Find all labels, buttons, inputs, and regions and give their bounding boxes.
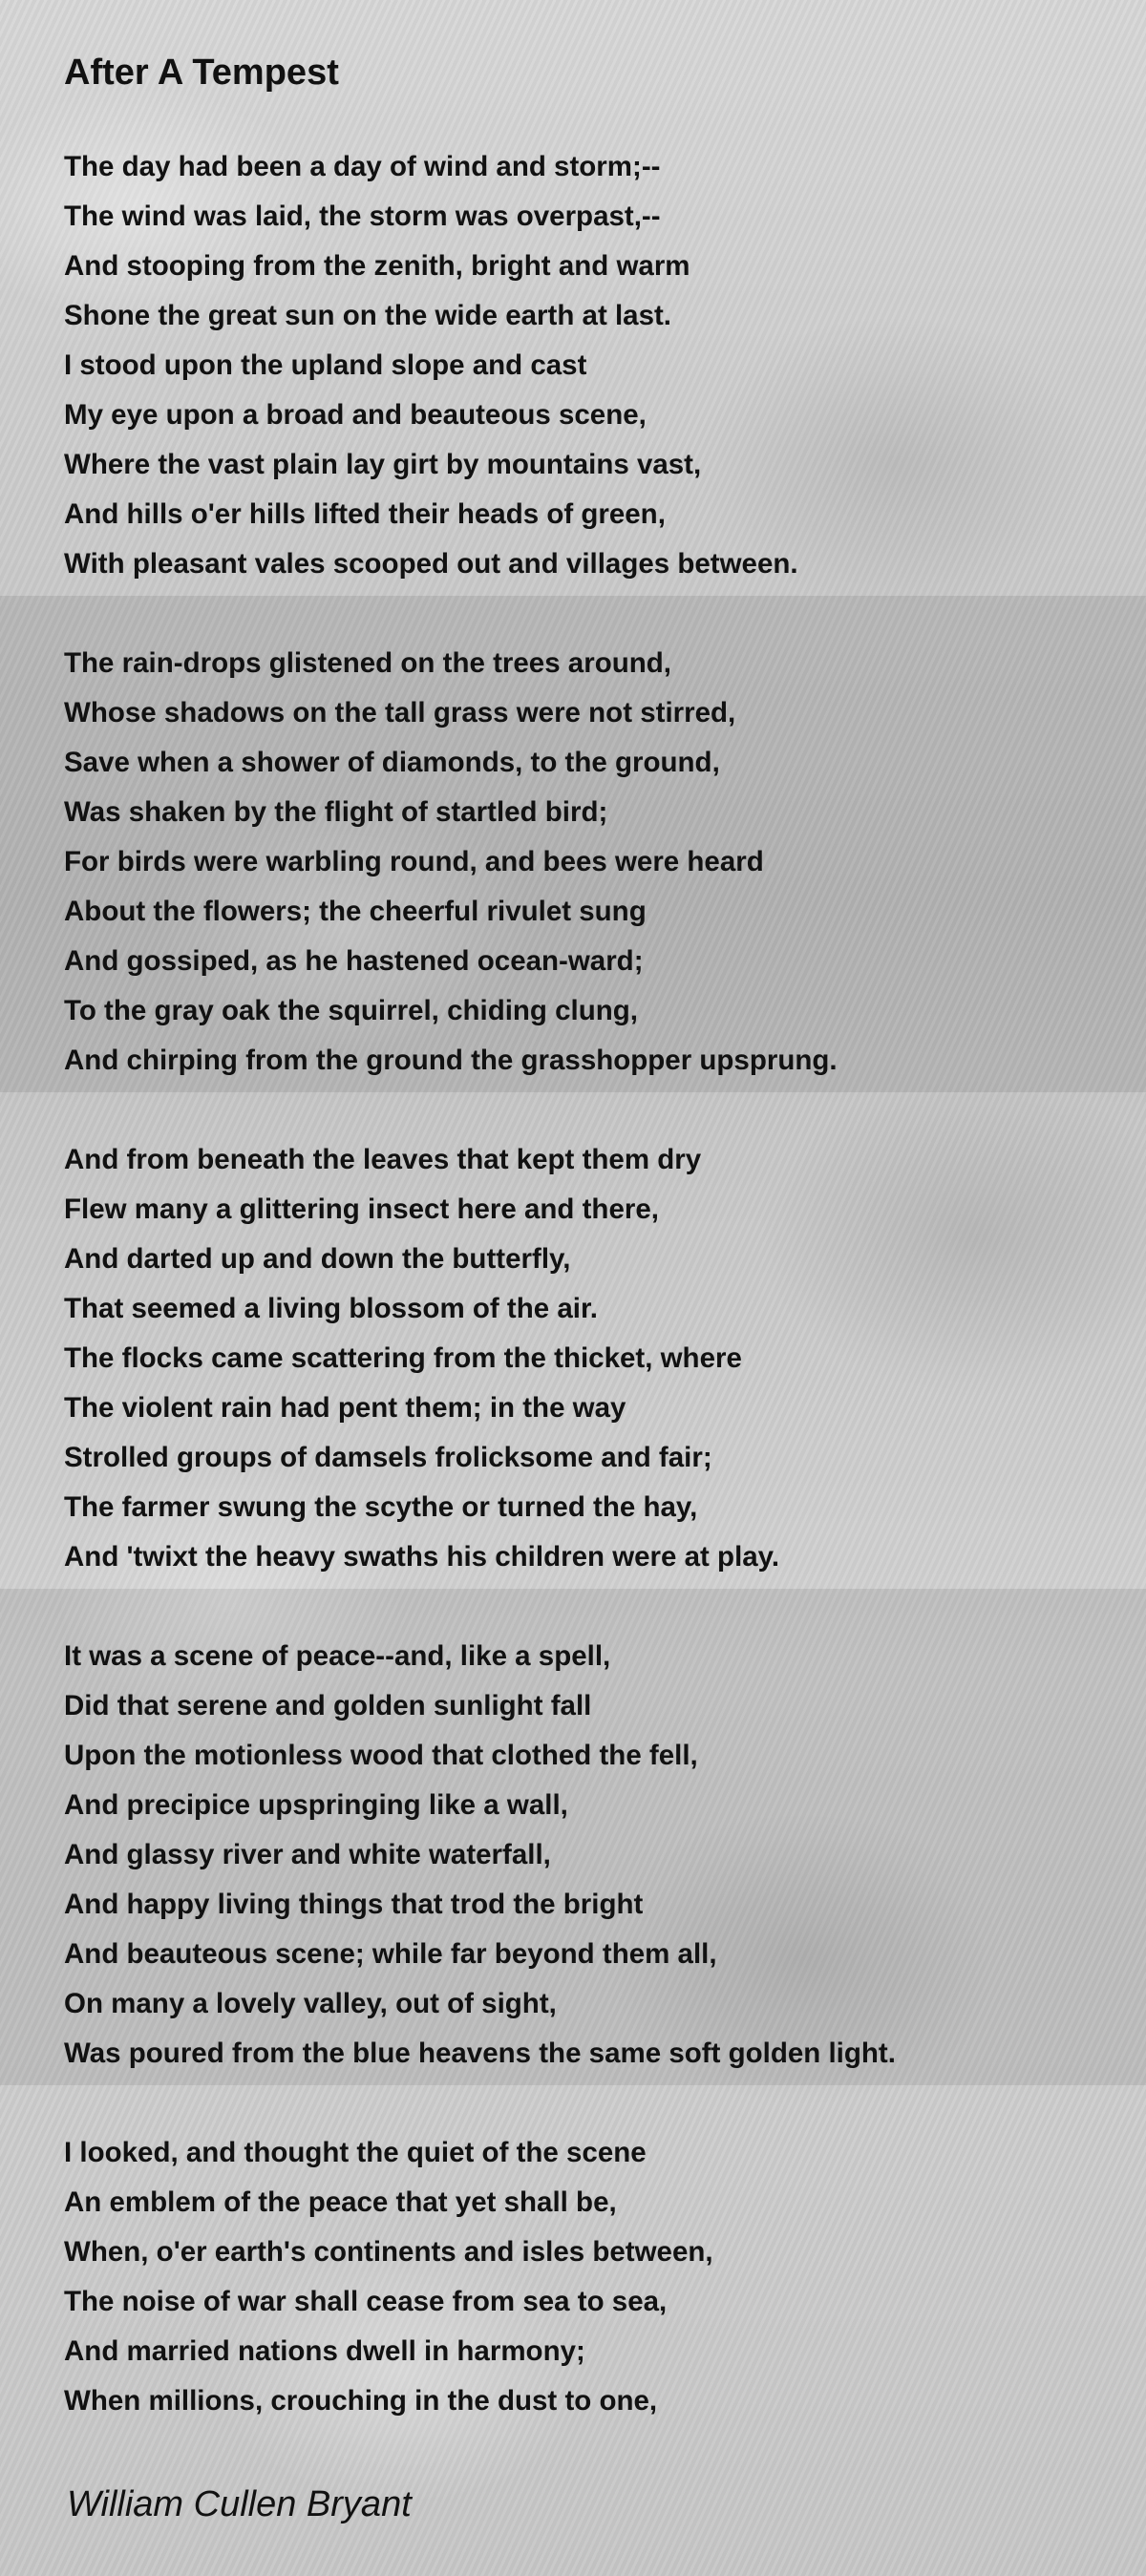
poem-line: For birds were warbling round, and bees were heard — [64, 846, 764, 877]
poem-line: The violent rain had pent them; in the way — [64, 1392, 626, 1424]
stanza-4 — [64, 1632, 896, 2079]
poem-line: To the gray oak the squirrel, chiding clung, — [64, 995, 639, 1026]
poem-line: Upon the motionless wood that clothed the fell, — [64, 1740, 698, 1771]
poem-line: And beauteous scene; while far beyond them all, — [64, 1938, 717, 1970]
poem-line: The day had been a day of wind and storm;-- — [64, 151, 661, 182]
poem-author: William Cullen Bryant — [67, 2484, 412, 2524]
poem-line: Strolled groups of damsels frolicksome and fair; — [64, 1442, 712, 1473]
poem-line: Save when a shower of diamonds, to the ground, — [64, 747, 720, 778]
poem-line: Whose shadows on the tall grass were not stirred, — [64, 697, 736, 728]
poem-line: An emblem of the peace that yet shall be, — [64, 2186, 617, 2218]
poem-line: And married nations dwell in harmony; — [64, 2335, 585, 2367]
poem-line: And stooping from the zenith, bright and warm — [64, 250, 690, 282]
poem-line: And from beneath the leaves that kept them dry — [64, 1144, 702, 1175]
poem-line: Did that serene and golden sunlight fall — [64, 1690, 592, 1721]
poem-line: And happy living things that trod the bright — [64, 1889, 644, 1920]
poem-line: It was a scene of peace--and, like a spell, — [64, 1640, 611, 1672]
poem-line: And chirping from the ground the grasshopper upsprung. — [64, 1045, 838, 1076]
poem-line: Flew many a glittering insect here and there, — [64, 1193, 659, 1225]
poem-line: I looked, and thought the quiet of the scene — [64, 2137, 647, 2168]
poem-line: My eye upon a broad and beauteous scene, — [64, 399, 647, 431]
poem-line: On many a lovely valley, out of sight, — [64, 1988, 557, 2019]
poem-line: The noise of war shall cease from sea to sea, — [64, 2286, 668, 2317]
poem-line: And precipice upspringing like a wall, — [64, 1789, 568, 1821]
poem-line: Was poured from the blue heavens the same soft golden light. — [64, 2038, 896, 2069]
poem-line: When, o'er earth's continents and isles between, — [64, 2236, 713, 2268]
poem-line: The rain-drops glistened on the trees around, — [64, 647, 671, 679]
stanza-3 — [64, 1135, 779, 1582]
poem-line: And gossiped, as he hastened ocean-ward; — [64, 945, 644, 977]
poem-line: Where the vast plain lay girt by mountains vast, — [64, 449, 702, 480]
poem-line: And hills o'er hills lifted their heads of green, — [64, 498, 666, 530]
stanza-5 — [64, 2128, 713, 2426]
poem-line: And 'twixt the heavy swaths his children were at play. — [64, 1541, 780, 1573]
poem-line: The farmer swung the scythe or turned the hay, — [64, 1491, 698, 1523]
poem-line: And darted up and down the butterfly, — [64, 1243, 571, 1275]
poem-line: Shone the great sun on the wide earth at last. — [64, 300, 671, 331]
poem-line: I stood upon the upland slope and cast — [64, 349, 587, 381]
poem-line: When millions, crouching in the dust to one, — [64, 2385, 658, 2417]
stanza-2 — [64, 639, 838, 1086]
poem-line: With pleasant vales scooped out and villages between. — [64, 548, 798, 580]
poem-line: The flocks came scattering from the thicket, where — [64, 1342, 742, 1374]
poem-line: The wind was laid, the storm was overpast,-- — [64, 201, 661, 232]
poem-line: And glassy river and white waterfall, — [64, 1839, 551, 1870]
poem-title: After A Tempest — [64, 53, 339, 93]
poem-line: That seemed a living blossom of the air. — [64, 1293, 599, 1324]
poem-line: Was shaken by the flight of startled bird; — [64, 796, 608, 828]
stanza-1 — [64, 142, 798, 589]
poem-line: About the flowers; the cheerful rivulet sung — [64, 896, 647, 927]
